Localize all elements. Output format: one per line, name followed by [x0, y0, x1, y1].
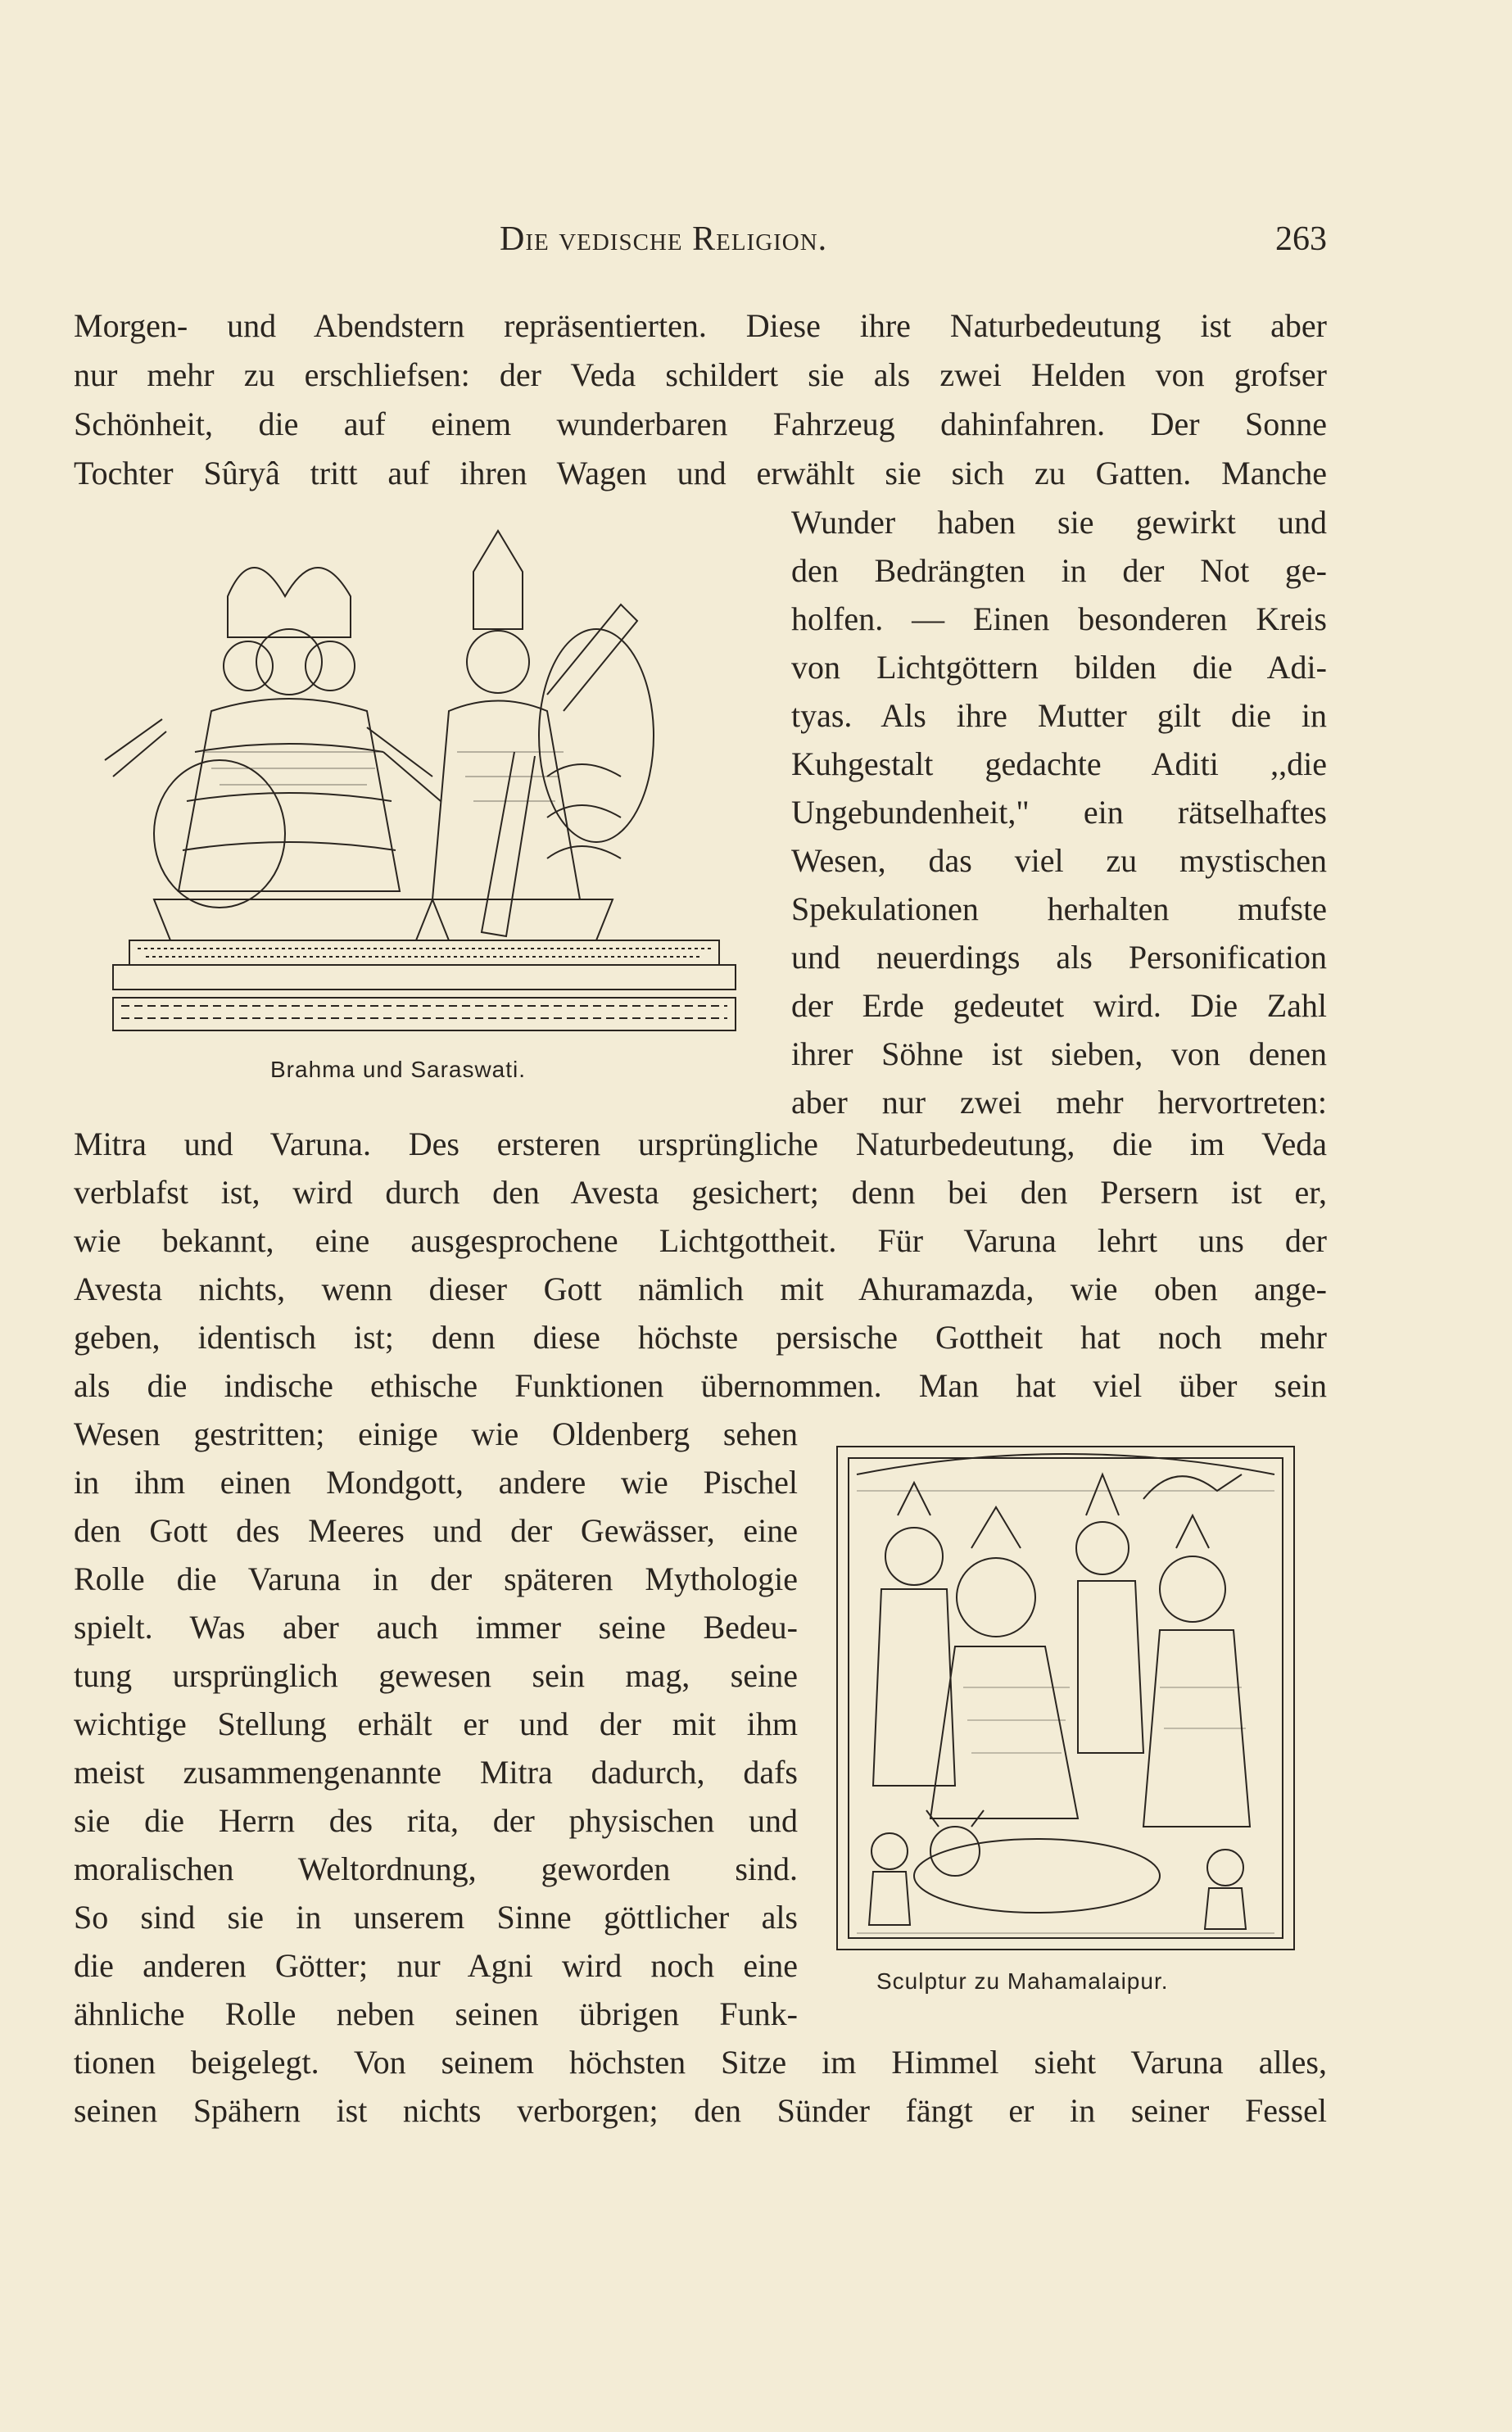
text-line: Ungebundenheit," ein rätselhaftes — [791, 794, 1327, 831]
text-line: Wesen gestritten; einige wie Oldenberg sehen — [74, 1415, 798, 1452]
text-line: spielt. Was aber auch immer seine Bedeu- — [74, 1609, 798, 1646]
text-line: holfen. — Einen besonderen Kreis — [791, 600, 1327, 637]
brahma-caption: Brahma und Saraswati. — [270, 1057, 527, 1082]
text-line: Kuhgestalt gedachte Aditi ,,die — [791, 745, 1327, 782]
text-line: die anderen Götter; nur Agni wird noch eine — [74, 1947, 798, 1984]
text-line: nur mehr zu erschliefsen: der Veda schildert sie als zwei Helden von grofser — [74, 356, 1327, 393]
text-line: wichtige Stellung erhält er und der mit ihm — [74, 1705, 798, 1742]
text-line: tionen beigelegt. Von seinem höchsten Sitze im Himmel sieht Varuna alles, — [74, 2044, 1327, 2081]
text-line: Rolle die Varuna in der späteren Mythologie — [74, 1560, 798, 1597]
text-line: geben, identisch ist; denn diese höchste persische Gottheit hat noch mehr — [74, 1319, 1327, 1356]
text-line: meist zusammengenannte Mitra dadurch, dafs — [74, 1754, 798, 1791]
text-line: als die indische ethische Funktionen übernommen. Man hat viel über sein — [74, 1367, 1327, 1404]
running-title: Die vedische Religion. — [500, 220, 828, 258]
text-line: Schönheit, die auf einem wunderbaren Fahrzeug dahinfahren. Der Sonne — [74, 405, 1327, 442]
text-line: Wunder haben sie gewirkt und — [791, 504, 1327, 541]
text-line: und neuerdings als Personification — [791, 939, 1327, 976]
text-line: Avesta nichts, wenn dieser Gott nämlich mit Ahuramazda, wie oben ange- — [74, 1270, 1327, 1307]
text-line: den Gott des Meeres und der Gewässer, eine — [74, 1512, 798, 1549]
sculpture-illustration — [832, 1442, 1299, 1954]
text-line: ihrer Söhne ist sieben, von denen — [791, 1035, 1327, 1072]
sculpture-caption: Sculptur zu Mahamalaipur. — [876, 1968, 1169, 1994]
text-line: tyas. Als ihre Mutter gilt die in — [791, 697, 1327, 734]
text-line: Tochter Sûryâ tritt auf ihren Wagen und erwählt sie sich zu Gatten. Manche — [74, 455, 1327, 491]
text-line: ähnliche Rolle neben seinen übrigen Funk- — [74, 1995, 798, 2032]
page-number: 263 — [1275, 220, 1327, 258]
text-line: verblafst ist, wird durch den Avesta gesichert; denn bei den Persern ist er, — [74, 1174, 1327, 1211]
text-line: Spekulationen herhalten mufste — [791, 890, 1327, 927]
text-line: Mitra und Varuna. Des ersteren ursprüngliche Naturbedeutung, die im Veda — [74, 1125, 1327, 1162]
running-head — [74, 220, 1327, 269]
text-line: sie die Herrn des rita, der physischen und — [74, 1802, 798, 1839]
text-line: von Lichtgöttern bilden die Adi- — [791, 649, 1327, 686]
text-line: tung ursprünglich gewesen sein mag, seine — [74, 1657, 798, 1694]
text-line: Morgen- und Abendstern repräsentierten. Diese ihre Naturbedeutung ist aber — [74, 307, 1327, 344]
text-line: den Bedrängten in der Not ge- — [791, 552, 1327, 589]
text-line: aber nur zwei mehr hervortreten: — [791, 1084, 1327, 1121]
text-line: wie bekannt, eine ausgesprochene Lichtgottheit. Für Varuna lehrt uns der — [74, 1222, 1327, 1259]
text-line: Wesen, das viel zu mystischen — [791, 842, 1327, 879]
text-line: in ihm einen Mondgott, andere wie Pischel — [74, 1464, 798, 1501]
text-line: der Erde gedeutet wird. Die Zahl — [791, 987, 1327, 1024]
brahma-saraswati-illustration — [88, 506, 744, 1039]
text-line: seinen Spähern ist nichts verborgen; den Sünder fängt er in seiner Fessel — [74, 2092, 1327, 2129]
text-line: So sind sie in unserem Sinne göttlicher als — [74, 1899, 798, 1936]
text-line: moralischen Weltordnung, geworden sind. — [74, 1850, 798, 1887]
